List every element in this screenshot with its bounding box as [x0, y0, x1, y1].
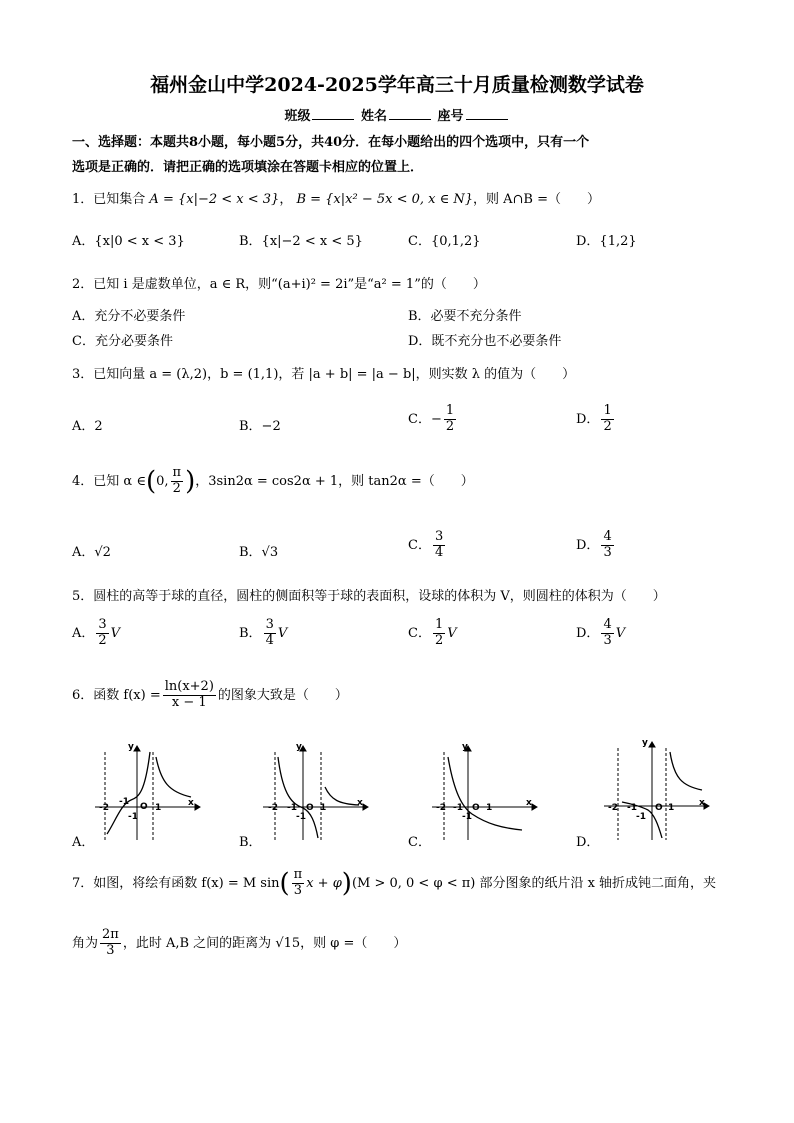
q1-option-b[interactable]: B．{x|−2 < x < 5} [239, 234, 363, 249]
q7-line1-prefix: 7．如图，将绘有函数 f(x) = M sin [72, 875, 280, 891]
q6-prefix: 6．函数 f(x) = [72, 687, 161, 703]
curve-right-branch [325, 787, 359, 805]
question-1-stem: 1．已知集合 A = {x|−2 < x < 3}， B = {x|x² − 5x < 0, x ∈ N}，则 A∩B =（ ） [72, 192, 601, 207]
section-instructions-line2: 选项是正确的．请把正确的选项填涂在答题卡相应的位置上． [72, 160, 424, 175]
q5-option-b[interactable] [239, 618, 287, 649]
q4-option-a[interactable]: A．√2 [72, 545, 111, 560]
frac-numerator: 3 [265, 617, 274, 632]
frac-denominator: 2 [603, 418, 612, 434]
q7-paren-open: ( [279, 868, 290, 899]
q5-option-d-label: D． [576, 625, 600, 641]
q3-option-a[interactable]: A．2 [72, 419, 103, 434]
q7-angle-fraction [100, 928, 121, 959]
graph-c-tick-m1: -1 [453, 803, 463, 813]
frac-numerator: 4 [603, 617, 612, 632]
curve-left-branch [278, 757, 318, 838]
x-arrow [363, 804, 368, 810]
seat-label: 座号 [437, 109, 464, 124]
frac-denominator: 4 [434, 544, 444, 560]
q1-set-b: B = {x|x² − 5x < 0, x ∈ N} [296, 192, 474, 207]
question-5-stem: 5．圆柱的高等于球的直径，圆柱的侧面积等于球的表面积，设球的体积为 V，则圆柱的体积为（ ） [72, 589, 666, 604]
q5-option-c-fraction [433, 618, 445, 649]
graph-d-tick-m1: -1 [627, 803, 637, 813]
frac-denominator: 2 [98, 632, 107, 648]
q4-paren-close: ) [185, 466, 196, 497]
graph-a-tick-m1: -1 [119, 797, 129, 807]
question-7-line2 [72, 928, 406, 959]
frac-denominator: 3 [603, 632, 612, 648]
q1-set-a: A = {x|−2 < x < 3} [149, 192, 280, 207]
graph-a-y-label: y [128, 742, 134, 752]
q6-function-fraction [163, 680, 216, 711]
graph-c-tick-m1-y: -1 [462, 812, 472, 822]
q1-tail: ，则 A∩B =（ ） [473, 192, 601, 207]
frac-numerator: 3 [434, 529, 444, 544]
section-instructions-line1: 一、选择题：本题共8小题，每小题5分，共40分．在每小题给出的四个选项中，只有一个 [72, 135, 590, 150]
q6-option-d[interactable]: D． [576, 835, 600, 850]
class-label: 班级 [284, 109, 311, 124]
q2-option-b[interactable]: B．必要不充分条件 [408, 309, 522, 324]
question-6-stem [72, 680, 348, 711]
question-7-line1 [72, 868, 716, 899]
graph-d-y-label: y [642, 738, 648, 748]
q5-option-d-fraction [601, 618, 613, 649]
frac-numerator: 1 [445, 403, 455, 418]
x-arrow [195, 804, 200, 810]
q2-option-c[interactable]: C．充分必要条件 [72, 334, 173, 349]
q4-option-c-fraction [433, 530, 445, 561]
graph-b-tick-1: 1 [320, 803, 327, 813]
curve-right-branch [670, 752, 702, 790]
graph-d-tick-m2: -2 [608, 803, 618, 813]
curve-right-branch [156, 757, 191, 797]
var-v: V [110, 625, 121, 641]
q7-paren-close: ) [341, 868, 352, 899]
frac-numerator: 1 [603, 403, 612, 418]
q4-option-d-label: D． [576, 537, 600, 553]
graph-b-y-label: y [296, 742, 302, 752]
q4-option-c-label: C． [408, 537, 431, 553]
y-arrow [134, 746, 140, 751]
q4-paren-open: ( [145, 466, 157, 497]
q6-graph-b[interactable] [263, 742, 373, 842]
q1-option-d[interactable]: D．{1,2} [576, 234, 637, 249]
graph-a-tick-m1-y: -1 [128, 812, 138, 822]
graph-a-tick-m2: -2 [99, 803, 109, 813]
q7-inner-tail: x + φ [306, 875, 342, 891]
var-v: V [277, 625, 288, 641]
graph-a-x-label: x [188, 798, 194, 808]
q3-option-d-label: D． [576, 411, 600, 427]
q3-option-c[interactable] [408, 404, 458, 435]
graph-b-tick-m1: -1 [287, 803, 297, 813]
graph-d-tick-o: O [655, 803, 663, 813]
name-label: 姓名 [360, 109, 387, 124]
name-blank [389, 108, 431, 120]
question-3-stem: 3．已知向量 a = (λ,2)，b = (1,1)，若 |a + b| = |a − b|，则实数 λ 的值为（ ） [72, 367, 576, 382]
q6-graph-a[interactable] [95, 742, 205, 842]
q6-option-a[interactable]: A． [72, 835, 95, 850]
q3-option-d-fraction [601, 404, 613, 435]
q4-option-c[interactable] [408, 530, 447, 561]
question-2-stem: 2．已知 i 是虚数单位，a ∈ R，则“(a+i)² = 2i”是“a² = 1”的（ ） [72, 277, 486, 292]
x-arrow [532, 804, 537, 810]
frac-denominator: 3 [293, 882, 303, 898]
frac-numerator: π [293, 867, 303, 882]
q5-option-b-label: B． [239, 625, 262, 641]
q4-option-b[interactable]: B．√3 [239, 545, 279, 560]
q1-prefix: 1．已知集合 [72, 192, 146, 207]
q6-option-c[interactable]: C． [408, 835, 431, 850]
q3-option-b[interactable]: B．−2 [239, 419, 281, 434]
class-blank [312, 108, 354, 120]
graph-c-x-label: x [526, 798, 532, 808]
q4-prefix: 4．已知 α ∈ [72, 473, 146, 489]
graph-d-x-label: x [699, 798, 705, 808]
graph-c-y-label: y [462, 742, 468, 752]
q1-option-c[interactable]: C．{0,1,2} [408, 234, 481, 249]
frac-denominator: x − 1 [171, 694, 207, 710]
frac-numerator: π [172, 465, 182, 480]
graph-c-tick-o: O [472, 803, 480, 813]
q6-tail: 的图象大致是（ ） [217, 687, 348, 703]
frac-denominator: 2 [445, 418, 455, 434]
q1-option-a[interactable]: A．{x|0 < x < 3} [72, 234, 185, 249]
q4-option-d[interactable] [576, 530, 616, 561]
q6-option-b[interactable]: B． [239, 835, 262, 850]
var-v: V [447, 625, 457, 641]
graph-d-tick-1: 1 [668, 803, 675, 813]
y-arrow [649, 742, 655, 747]
q7-line1-tail: (M > 0, 0 < φ < π) 部分图象的纸片沿 x 轴折成钝二面角，夹 [351, 875, 717, 891]
q5-option-b-fraction [264, 618, 276, 649]
frac-denominator: 3 [106, 942, 115, 958]
frac-denominator: 2 [172, 480, 181, 496]
var-v: V [615, 625, 626, 641]
q5-option-c-label: C． [408, 625, 431, 641]
q3-option-c-label: C．− [408, 411, 442, 427]
q5-option-a[interactable] [72, 618, 120, 649]
q7-inner-fraction [292, 868, 305, 899]
q6-graph-c[interactable] [432, 742, 542, 842]
graph-a-tick-1: 1 [155, 803, 162, 813]
q5-option-a-label: A． [72, 625, 95, 641]
frac-numerator: 1 [434, 617, 444, 632]
graph-b-tick-m2: -2 [268, 803, 278, 813]
question-4-stem [72, 466, 474, 497]
student-info-line [0, 105, 794, 124]
q3-option-d[interactable] [576, 404, 616, 435]
q4-interval-fraction [171, 466, 184, 497]
graph-b-tick-m1-y: -1 [296, 812, 306, 822]
q7-line2-tail: ，此时 A,B 之间的距离为 √15，则 φ =（ ） [122, 935, 407, 951]
q2-option-a[interactable]: A．充分不必要条件 [72, 309, 186, 324]
q7-line2-prefix: 角为 [72, 935, 99, 951]
graph-c-tick-1: 1 [486, 803, 493, 813]
graph-c-tick-m2: -2 [436, 803, 446, 813]
seat-blank [466, 108, 508, 120]
q5-option-d[interactable] [576, 618, 625, 649]
frac-numerator: 2π [102, 927, 119, 942]
q5-option-c[interactable] [408, 618, 457, 649]
graph-a-tick-o: O [140, 802, 148, 812]
page-title: 福州金山中学2024-2025学年高三十月质量检测数学试卷 [150, 74, 644, 96]
frac-numerator: 3 [98, 617, 107, 632]
graph-b-tick-o: O [306, 803, 314, 813]
q4-option-d-fraction [601, 530, 613, 561]
q3-option-c-fraction [444, 404, 456, 435]
frac-denominator: 4 [265, 632, 274, 648]
graph-d-tick-m1-y: -1 [636, 812, 646, 822]
q2-option-d[interactable]: D．既不充分也不必要条件 [408, 334, 562, 349]
frac-denominator: 3 [603, 544, 612, 560]
q4-tail: ，3sin2α = cos2α + 1，则 tan2α =（ ） [195, 473, 474, 489]
frac-numerator: 4 [603, 529, 612, 544]
curve-branch [448, 757, 522, 830]
q5-option-a-fraction [96, 618, 108, 649]
q4-interval-left: 0, [156, 473, 169, 489]
frac-denominator: 2 [434, 632, 444, 648]
frac-numerator: ln(x+2) [164, 679, 214, 694]
graph-b-x-label: x [357, 798, 363, 808]
q6-graph-d[interactable] [604, 738, 714, 842]
